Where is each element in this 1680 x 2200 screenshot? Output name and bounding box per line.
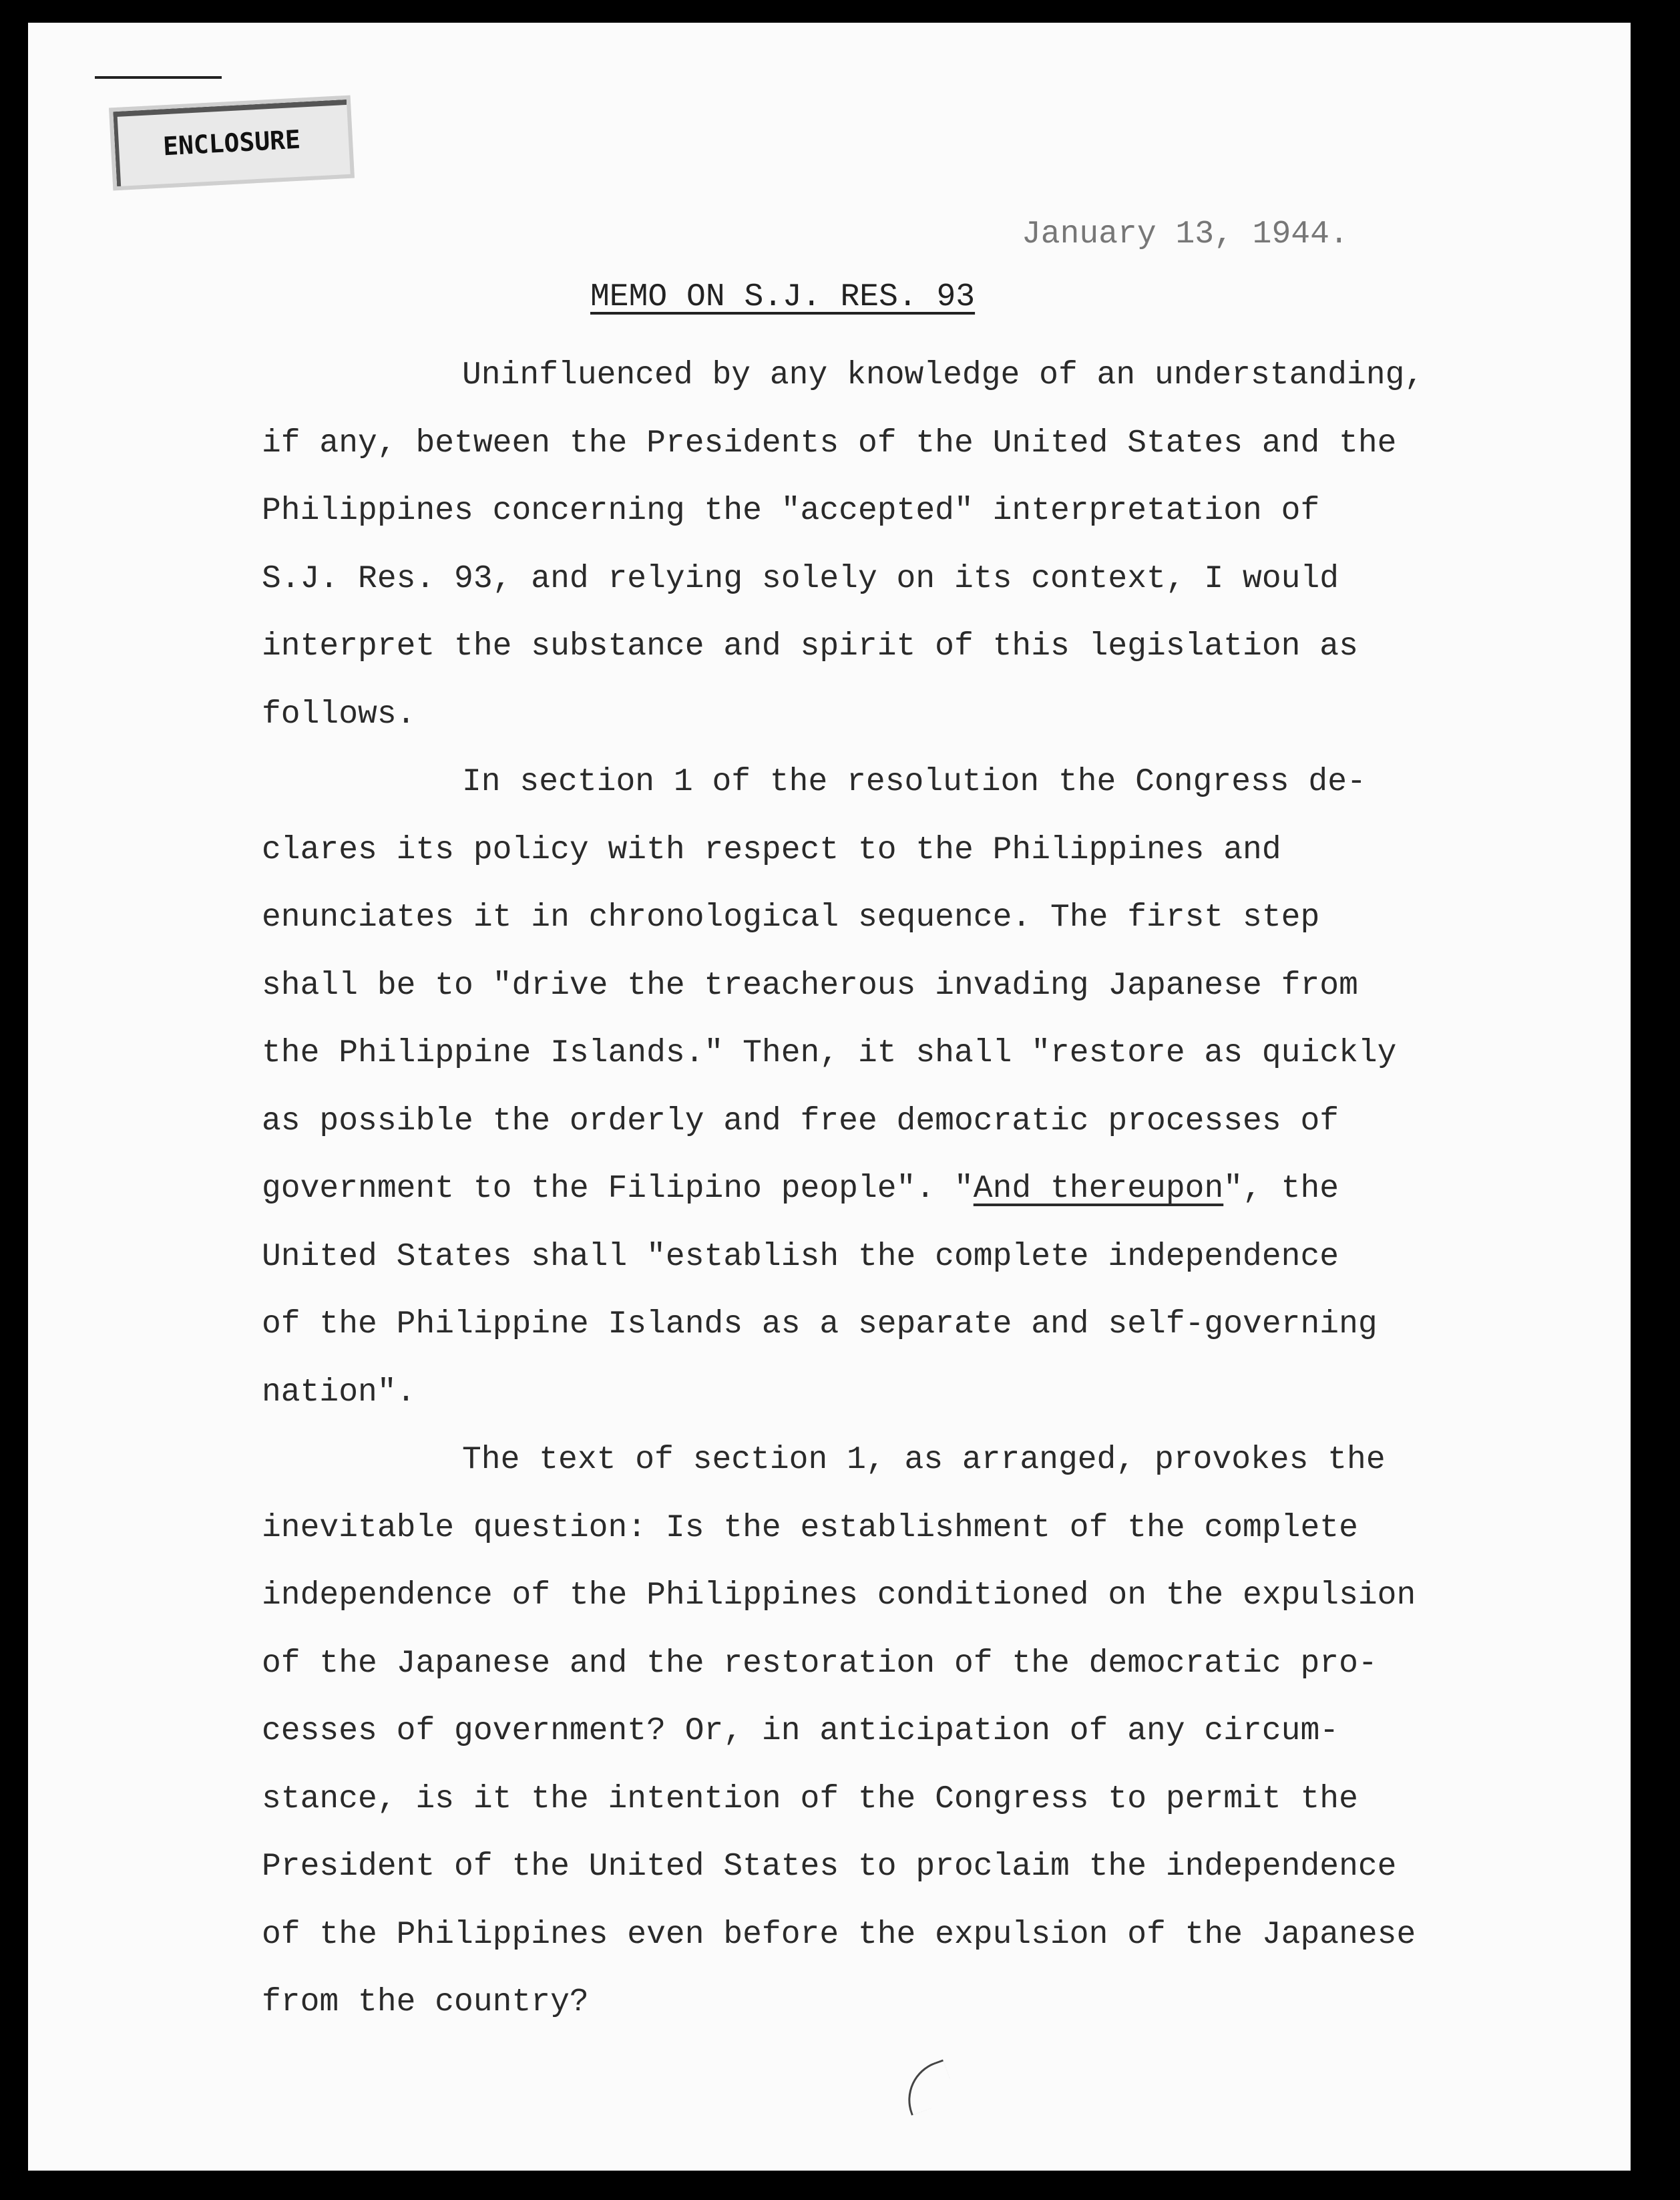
text-line: S.J. Res. 93, and relying solely on its context, I would (262, 560, 1339, 597)
text-line: as possible the orderly and free democratic processes of (262, 1103, 1339, 1139)
scan-mark (95, 76, 222, 87)
text-line: interpret the substance and spirit of this legislation as (262, 628, 1358, 665)
text-line: of the Philippine Islands as a separate and self-governing (262, 1306, 1378, 1342)
text-line: United States shall "establish the complete independence (262, 1238, 1339, 1275)
text-line: independence of the Philippines conditioned on the expulsion (262, 1578, 1416, 1614)
text-segment: government to the Filipino people". " (262, 1171, 974, 1207)
text-line: of the Philippines even before the expulsion of the Japanese (262, 1916, 1416, 1953)
text-line: Uninfluenced by any knowledge of an understanding, (462, 357, 1424, 393)
pen-mark (897, 2059, 957, 2115)
document-page (28, 23, 1631, 2171)
text-line: inevitable question: Is the establishment of the complete (262, 1509, 1358, 1546)
text-line: stance, is it the intention of the Congress to permit the (262, 1781, 1358, 1817)
stamp-label: ENCLOSURE (162, 124, 301, 162)
document-title: MEMO ON S.J. RES. 93 (590, 279, 976, 315)
underlined-phrase: And thereupon (973, 1171, 1224, 1207)
enclosure-stamp (109, 96, 355, 191)
text-line: President of the United States to proclaim the independence (262, 1849, 1397, 1885)
text-line: if any, between the Presidents of the United States and the (262, 425, 1397, 462)
text-line: enunciates it in chronological sequence. The first step (262, 900, 1320, 936)
text-line: from the country? (262, 1984, 589, 2020)
text-line: Philippines concerning the "accepted" interpretation of (262, 493, 1320, 529)
text-line: shall be to "drive the treacherous invading Japanese from (262, 967, 1358, 1004)
document-body (262, 342, 1530, 2037)
text-line: the Philippine Islands." Then, it shall "restore as quickly (262, 1035, 1397, 1071)
text-line: clares its policy with respect to the Philippines and (262, 832, 1281, 868)
document-date: January 13, 1944. (1022, 216, 1349, 252)
text-segment: ", the (1223, 1171, 1339, 1207)
text-line: cesses of government? Or, in anticipation of any circum- (262, 1713, 1339, 1749)
text-line (262, 1155, 1530, 1224)
text-line: of the Japanese and the restoration of the democratic pro- (262, 1645, 1378, 1682)
text-line: In section 1 of the resolution the Congress de- (462, 764, 1366, 800)
text-line: follows. (262, 696, 416, 733)
text-line: nation". (262, 1374, 416, 1411)
text-line: The text of section 1, as arranged, provokes the (462, 1442, 1386, 1478)
